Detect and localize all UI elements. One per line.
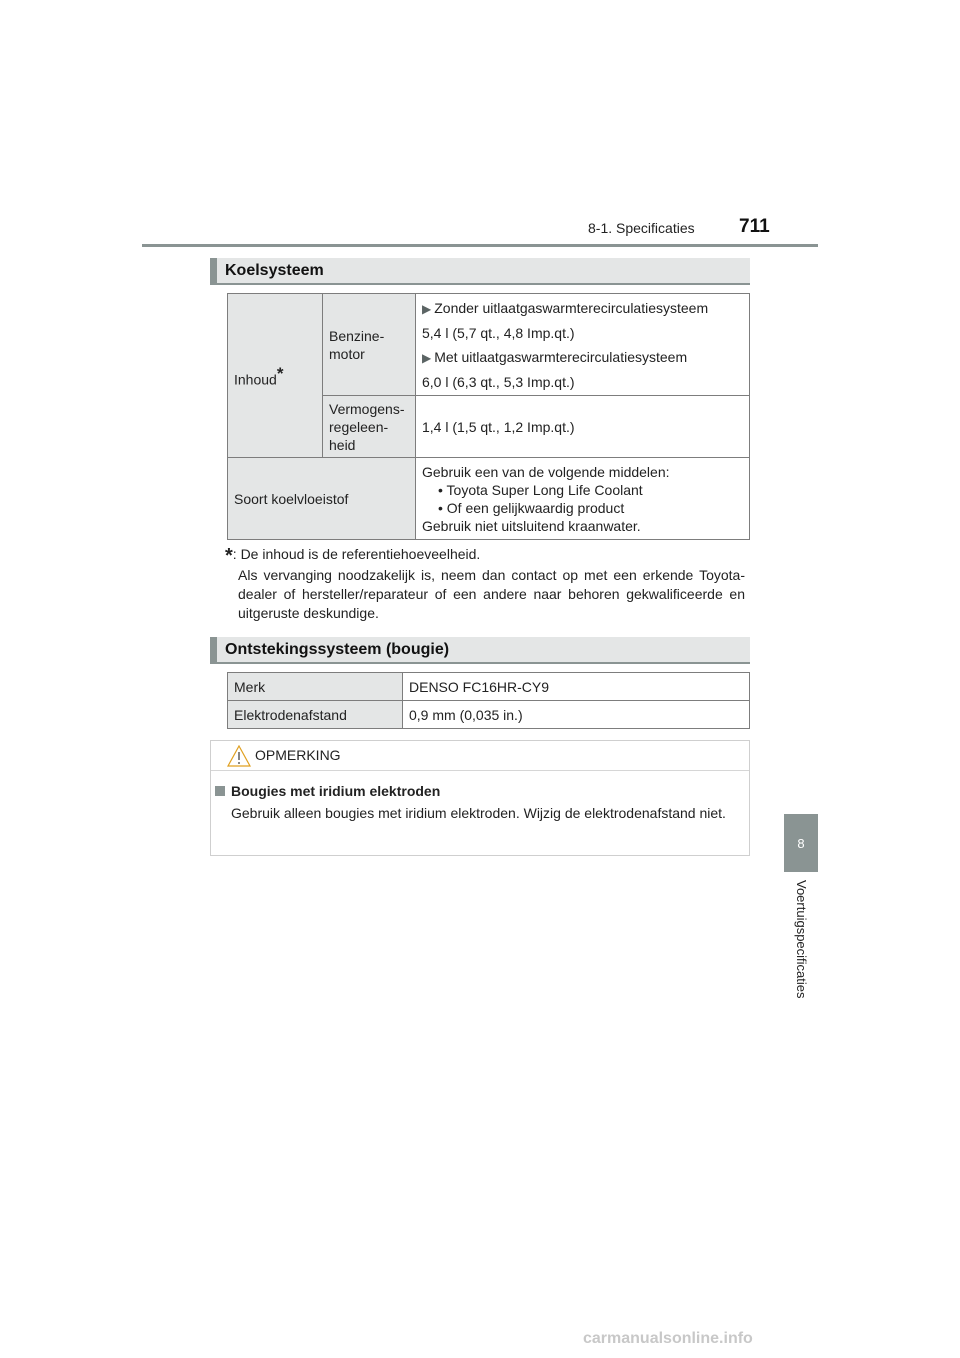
capacity-label-cell (228, 294, 323, 458)
electrode-gap-label: Elektrodenafstand (228, 701, 403, 729)
warning-triangle-icon (227, 745, 251, 767)
gasoline-capacity-cell (416, 294, 750, 396)
electrode-gap-value: 0,9 mm (0,035 in.) (403, 701, 750, 729)
square-bullet-icon (215, 786, 225, 796)
chapter-label: Voertuigspecificaties (794, 880, 809, 999)
brand-value: DENSO FC16HR-CY9 (403, 673, 750, 701)
coolant-note: Gebruik niet uitsluitend kraanwater. (422, 517, 641, 534)
footnote-line-1: : De inhoud is de referentiehoeveelheid. (232, 546, 481, 562)
coolant-intro: Gebruik een van de volgende middelen: (422, 463, 670, 480)
without-egr-value: 5,4 l (5,7 qt., 4,8 Imp.qt.) (422, 324, 575, 341)
capacity-label: Inhoud (234, 371, 277, 388)
header-divider (142, 244, 818, 247)
table-row (228, 701, 750, 729)
cooling-table (227, 293, 750, 540)
without-egr-label: Zonder uitlaatgaswarmterecirculatiesysteem (434, 299, 709, 316)
caution-item-title-text: Bougies met iridium elektroden (231, 783, 441, 799)
watermark: carmanualsonline.info (583, 1330, 753, 1347)
triangle-marker-icon: ▶ (422, 301, 432, 316)
caution-item-text: Gebruik alleen bougies met iridium elektroden. Wijzig de elektrodenafstand niet. (231, 805, 726, 821)
capacity-footnote (225, 545, 745, 623)
with-egr-label: Met uitlaatgaswarmterecirculatiesysteem (434, 348, 688, 365)
ignition-heading: Ontstekingssysteem (bougie) (210, 637, 750, 664)
footnote-mark: * (225, 545, 233, 567)
ignition-table (227, 672, 750, 729)
coolant-option: • Toyota Super Long Life Coolant (438, 481, 643, 498)
chapter-tab: 8 (784, 814, 818, 872)
section-title: 8-1. Specificaties (588, 220, 695, 236)
caution-title: OPMERKING (255, 747, 341, 763)
triangle-marker-icon: ▶ (422, 350, 432, 365)
caution-header (211, 741, 749, 771)
caution-box (210, 740, 750, 856)
coolant-type-label: Soort koelvloeistof (228, 458, 416, 540)
coolant-type-cell (416, 458, 750, 540)
capacity-footnote-mark: * (276, 363, 284, 383)
with-egr-value: 6,0 l (6,3 qt., 5,3 Imp.qt.) (422, 373, 575, 390)
page-number: 711 (739, 216, 770, 237)
caution-item-title (215, 783, 440, 799)
table-row (228, 673, 750, 701)
footnote-line-2: Als vervanging noodzakelijk is, neem dan contact op met een erkende Toyota-dealer of hersteller/reparateur of een andere naar behoren gekwalificeerde en uitgeruste deskundige. (238, 567, 745, 621)
gasoline-engine-label: Benzine- motor (323, 294, 416, 396)
coolant-option: • Of een gelijkwaardig product (438, 499, 625, 516)
power-control-unit-value: 1,4 l (1,5 qt., 1,2 Imp.qt.) (416, 396, 750, 458)
power-control-unit-label: Vermogens- regeleen- heid (323, 396, 416, 458)
brand-label: Merk (228, 673, 403, 701)
cooling-heading: Koelsysteem (210, 258, 750, 285)
